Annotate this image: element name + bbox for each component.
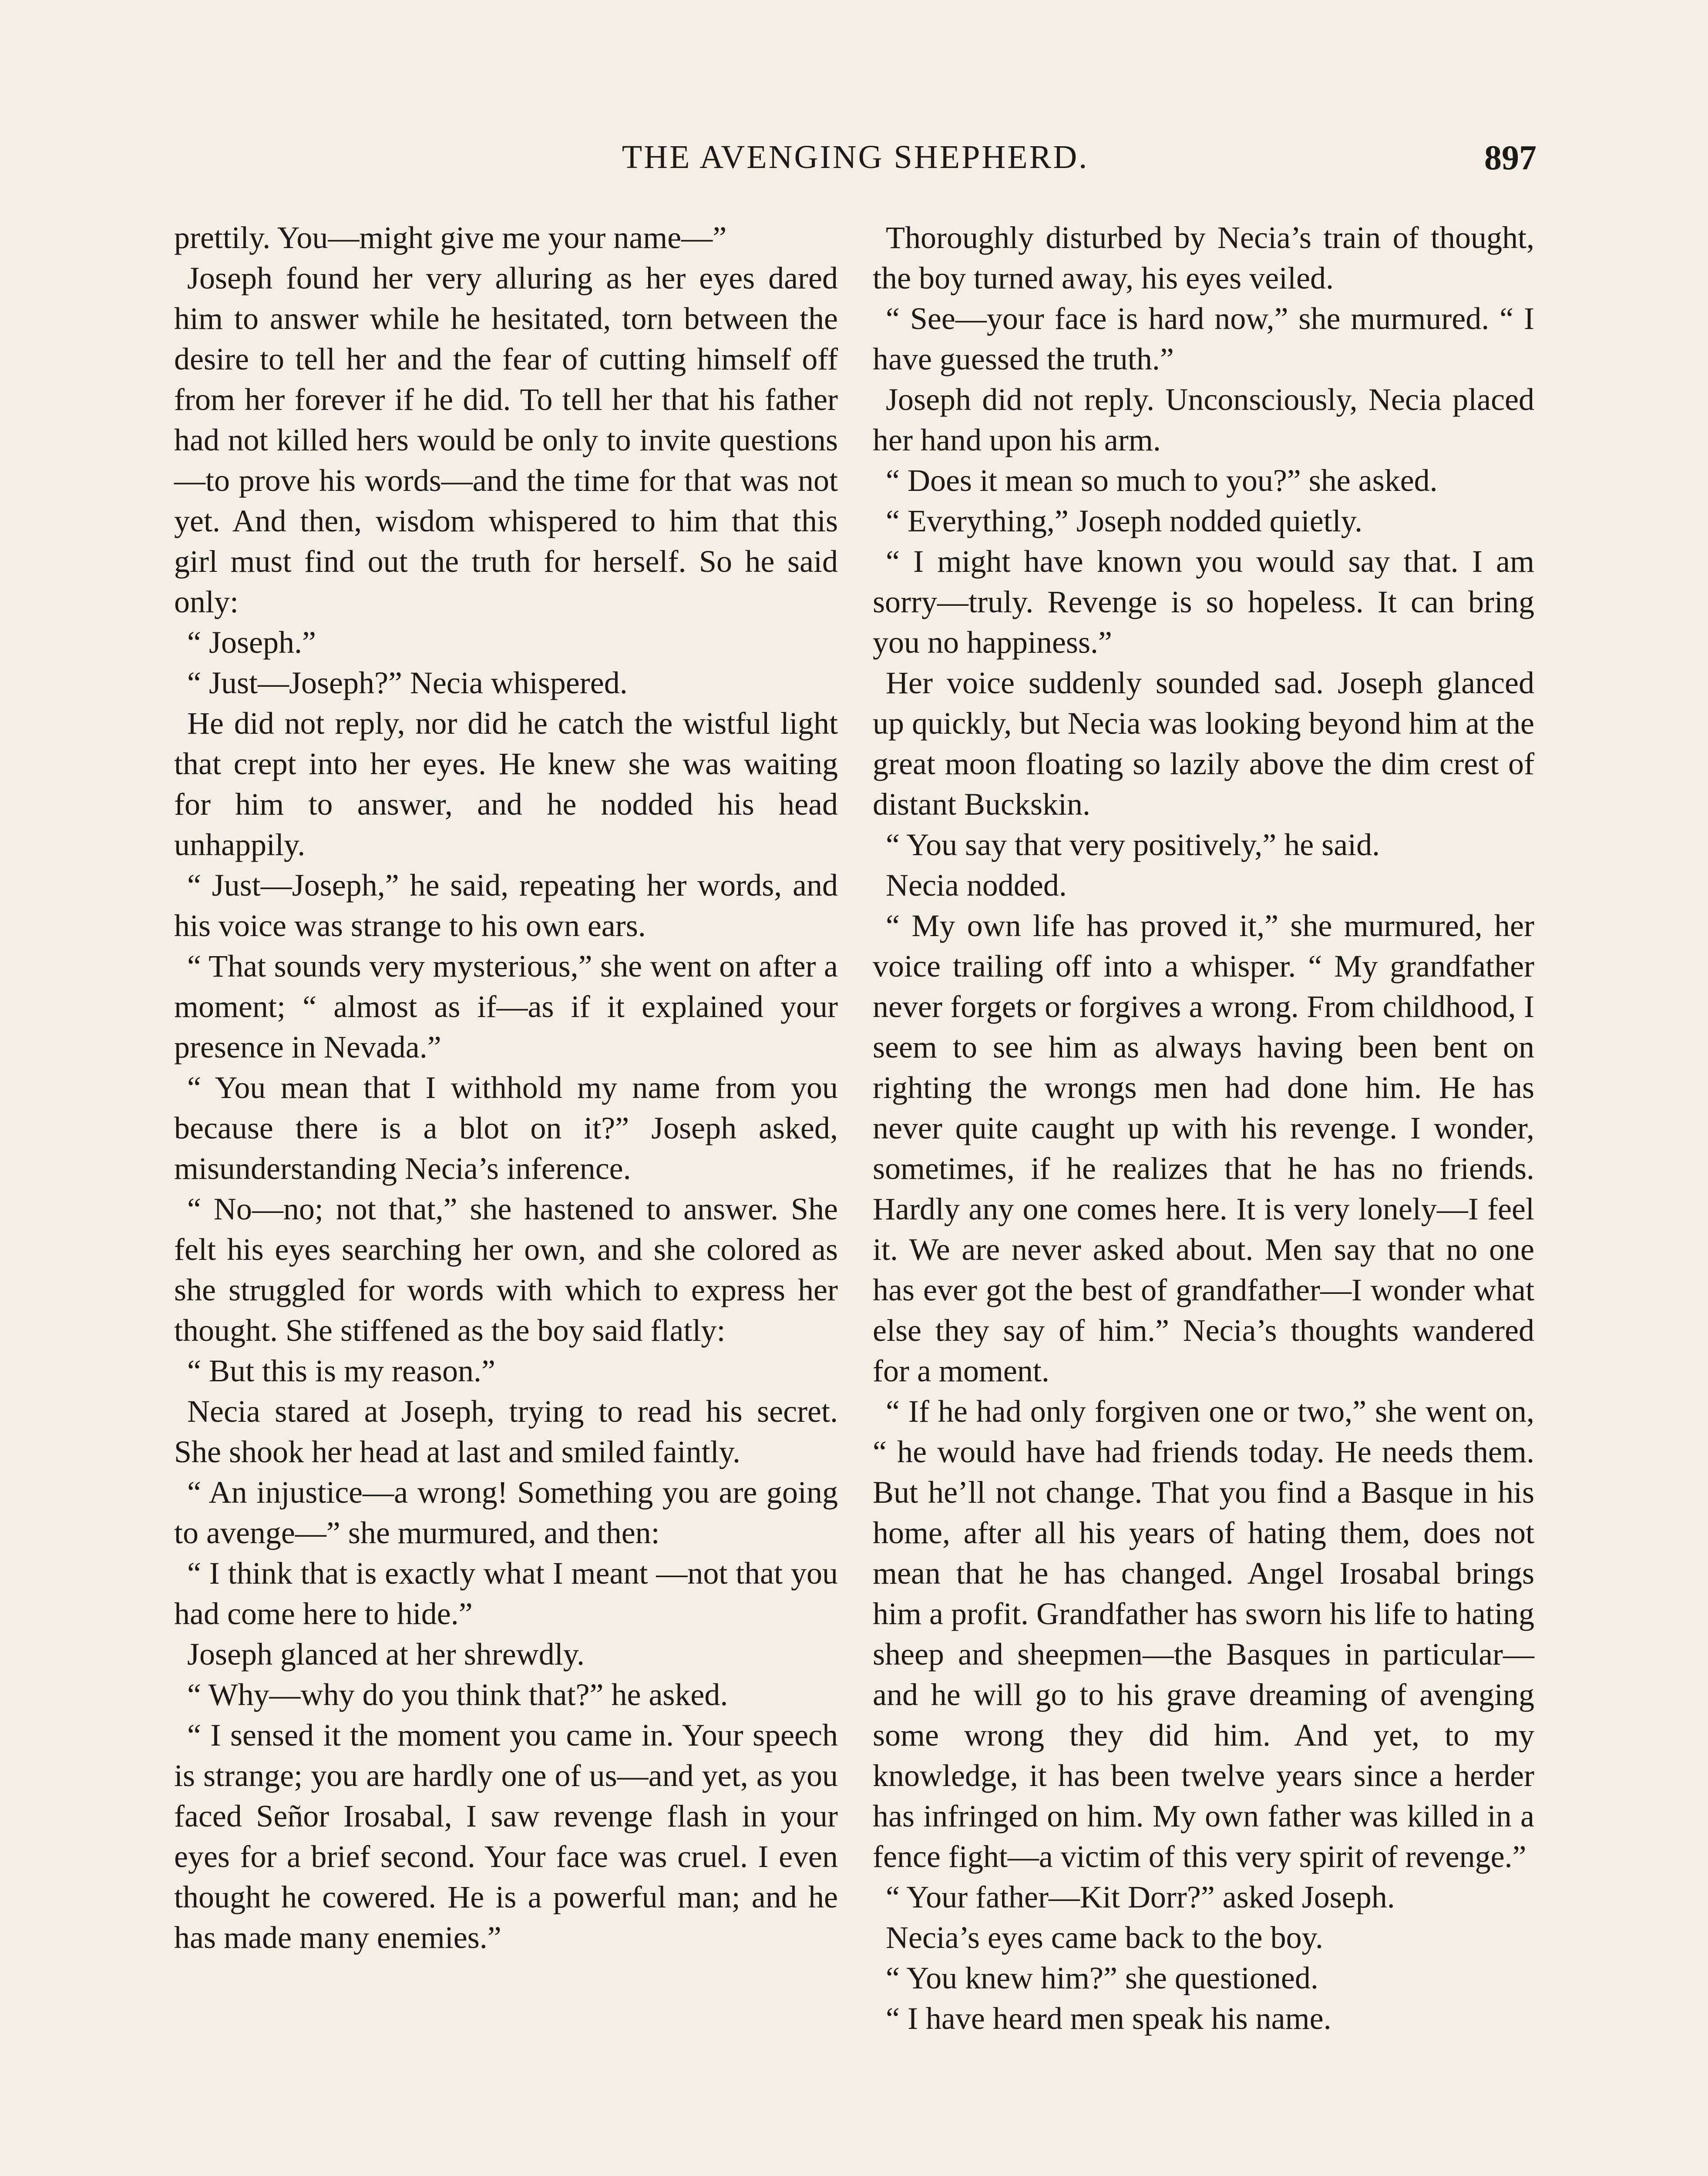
paragraph: “ You knew him?” she questioned. [886, 1961, 1318, 1995]
paragraph: “ Why—why do you think that?” he asked. [187, 1677, 728, 1712]
paragraph: Joseph glanced at her shrewdly. [187, 1637, 585, 1672]
paragraph: “ See—your face is hard now,” she murmured. “ I have guessed the truth.” [873, 301, 1534, 376]
paragraph: “ An injustice—a wrong! Something you are going to avenge—” she murmured, and then: [174, 1475, 838, 1550]
running-title: THE AVENGING SHEPHERD. [622, 139, 1089, 175]
paragraph: Necia’s eyes came back to the boy. [886, 1920, 1323, 1955]
paragraph: “ Does it mean so much to you?” she asked. [886, 463, 1438, 498]
paragraph: “ You say that very positively,” he said. [886, 827, 1380, 862]
paragraph: “ I have heard men speak his name. [886, 2001, 1331, 2036]
paragraph: “ But this is my reason.” [187, 1353, 495, 1388]
paragraph: “ You mean that I withhold my name from you because there is a blot on it?” Joseph asked, misunderstanding Necia’s inference. [174, 1070, 838, 1186]
paragraph: “ Joseph.” [187, 625, 316, 660]
left-column [174, 218, 838, 1958]
paragraph: “ I might have known you would say that. I am sorry—truly. Revenge is so hopeless. It can bring you no happiness.” [873, 544, 1534, 660]
paragraph: Joseph did not reply. Unconsciously, Necia placed her hand upon his arm. [873, 382, 1534, 457]
paragraph: “ I sensed it the moment you came in. Your speech is strange; you are hardly one of us—and yet, as you faced Señor Irosabal, I saw revenge flash in your eyes for a brief second. Your face was cruel. I even thought he cowered. He is a powerful man; and he has made many enemies.” [174, 1718, 838, 1955]
paragraph: He did not reply, nor did he catch the wistful light that crept into her eyes. He knew she was waiting for him to answer, and he nodded his head unhappily. [174, 706, 838, 862]
paragraph: prettily. You—might give me your name—” [174, 220, 727, 255]
paragraph: “ Just—Joseph,” he said, repeating her words, and his voice was strange to his own ears. [174, 868, 838, 943]
right-column [873, 218, 1534, 2039]
paragraph: Necia nodded. [886, 868, 1067, 903]
paragraph: Necia stared at Joseph, trying to read his secret. She shook her head at last and smiled faintly. [174, 1394, 838, 1469]
paragraph: “ No—no; not that,” she hastened to answer. She felt his eyes searching her own, and she colored as she struggled for words with which to express her thought. She stiffened as the boy said flatly: [174, 1192, 838, 1348]
paragraph: “ My own life has proved it,” she murmured, her voice trailing off into a whisper. “ My grandfather never forgets or forgives a wrong. From childhood, I seem to see him as always having been bent on righting the wrongs men had done him. He has never quite caught up with his revenge. I wonder, sometimes, if he realizes that he has no friends. Hardly any one comes here. It is very lonely—I feel it. We are never asked about. Men say that no one has ever got the best of grandfather—I wonder what else they say of him.” Necia’s thoughts wandered for a moment. [873, 908, 1534, 1388]
paragraph: “ Just—Joseph?” Necia whispered. [187, 665, 628, 700]
paragraph: “ I think that is exactly what I meant —not that you had come here to hide.” [174, 1556, 838, 1631]
paragraph: “ Everything,” Joseph nodded quietly. [886, 504, 1363, 538]
page-number: 897 [1484, 139, 1537, 177]
paragraph: “ If he had only forgiven one or two,” she went on, “ he would have had friends today. He needs them. But he’ll not change. That you find a Basque in his home, after all his years of hating them, does not mean that he has changed. Angel Irosabal brings him a profit. Grandfather has sworn his life to hating sheep and sheepmen—the Basques in particular—and he will go to his grave dreaming of avenging some wrong they did him. And yet, to my knowledge, it has been twelve years since a herder has infringed on him. My own father was killed in a fence fight—a victim of this very spirit of revenge.” [873, 1394, 1534, 1874]
page-header [174, 138, 1537, 186]
paragraph: “ Your father—Kit Dorr?” asked Joseph. [886, 1880, 1395, 1914]
paragraph: “ That sounds very mysterious,” she went on after a moment; “ almost as if—as if it explained your presence in Nevada.” [174, 949, 838, 1064]
paragraph: Joseph found her very alluring as her eyes dared him to answer while he hesitated, torn between the desire to tell her and the fear of cutting himself off from her forever if he did. To tell her that his father had not killed hers would be only to invite questions—to prove his words—and the time for that was not yet. And then, wisdom whispered to him that this girl must find out the truth for herself. So he said only: [174, 261, 838, 619]
paragraph: Her voice suddenly sounded sad. Joseph glanced up quickly, but Necia was looking beyond him at the great moon floating so lazily above the dim crest of distant Buckskin. [873, 665, 1534, 822]
paragraph: Thoroughly disturbed by Necia’s train of thought, the boy turned away, his eyes veiled. [873, 220, 1534, 296]
